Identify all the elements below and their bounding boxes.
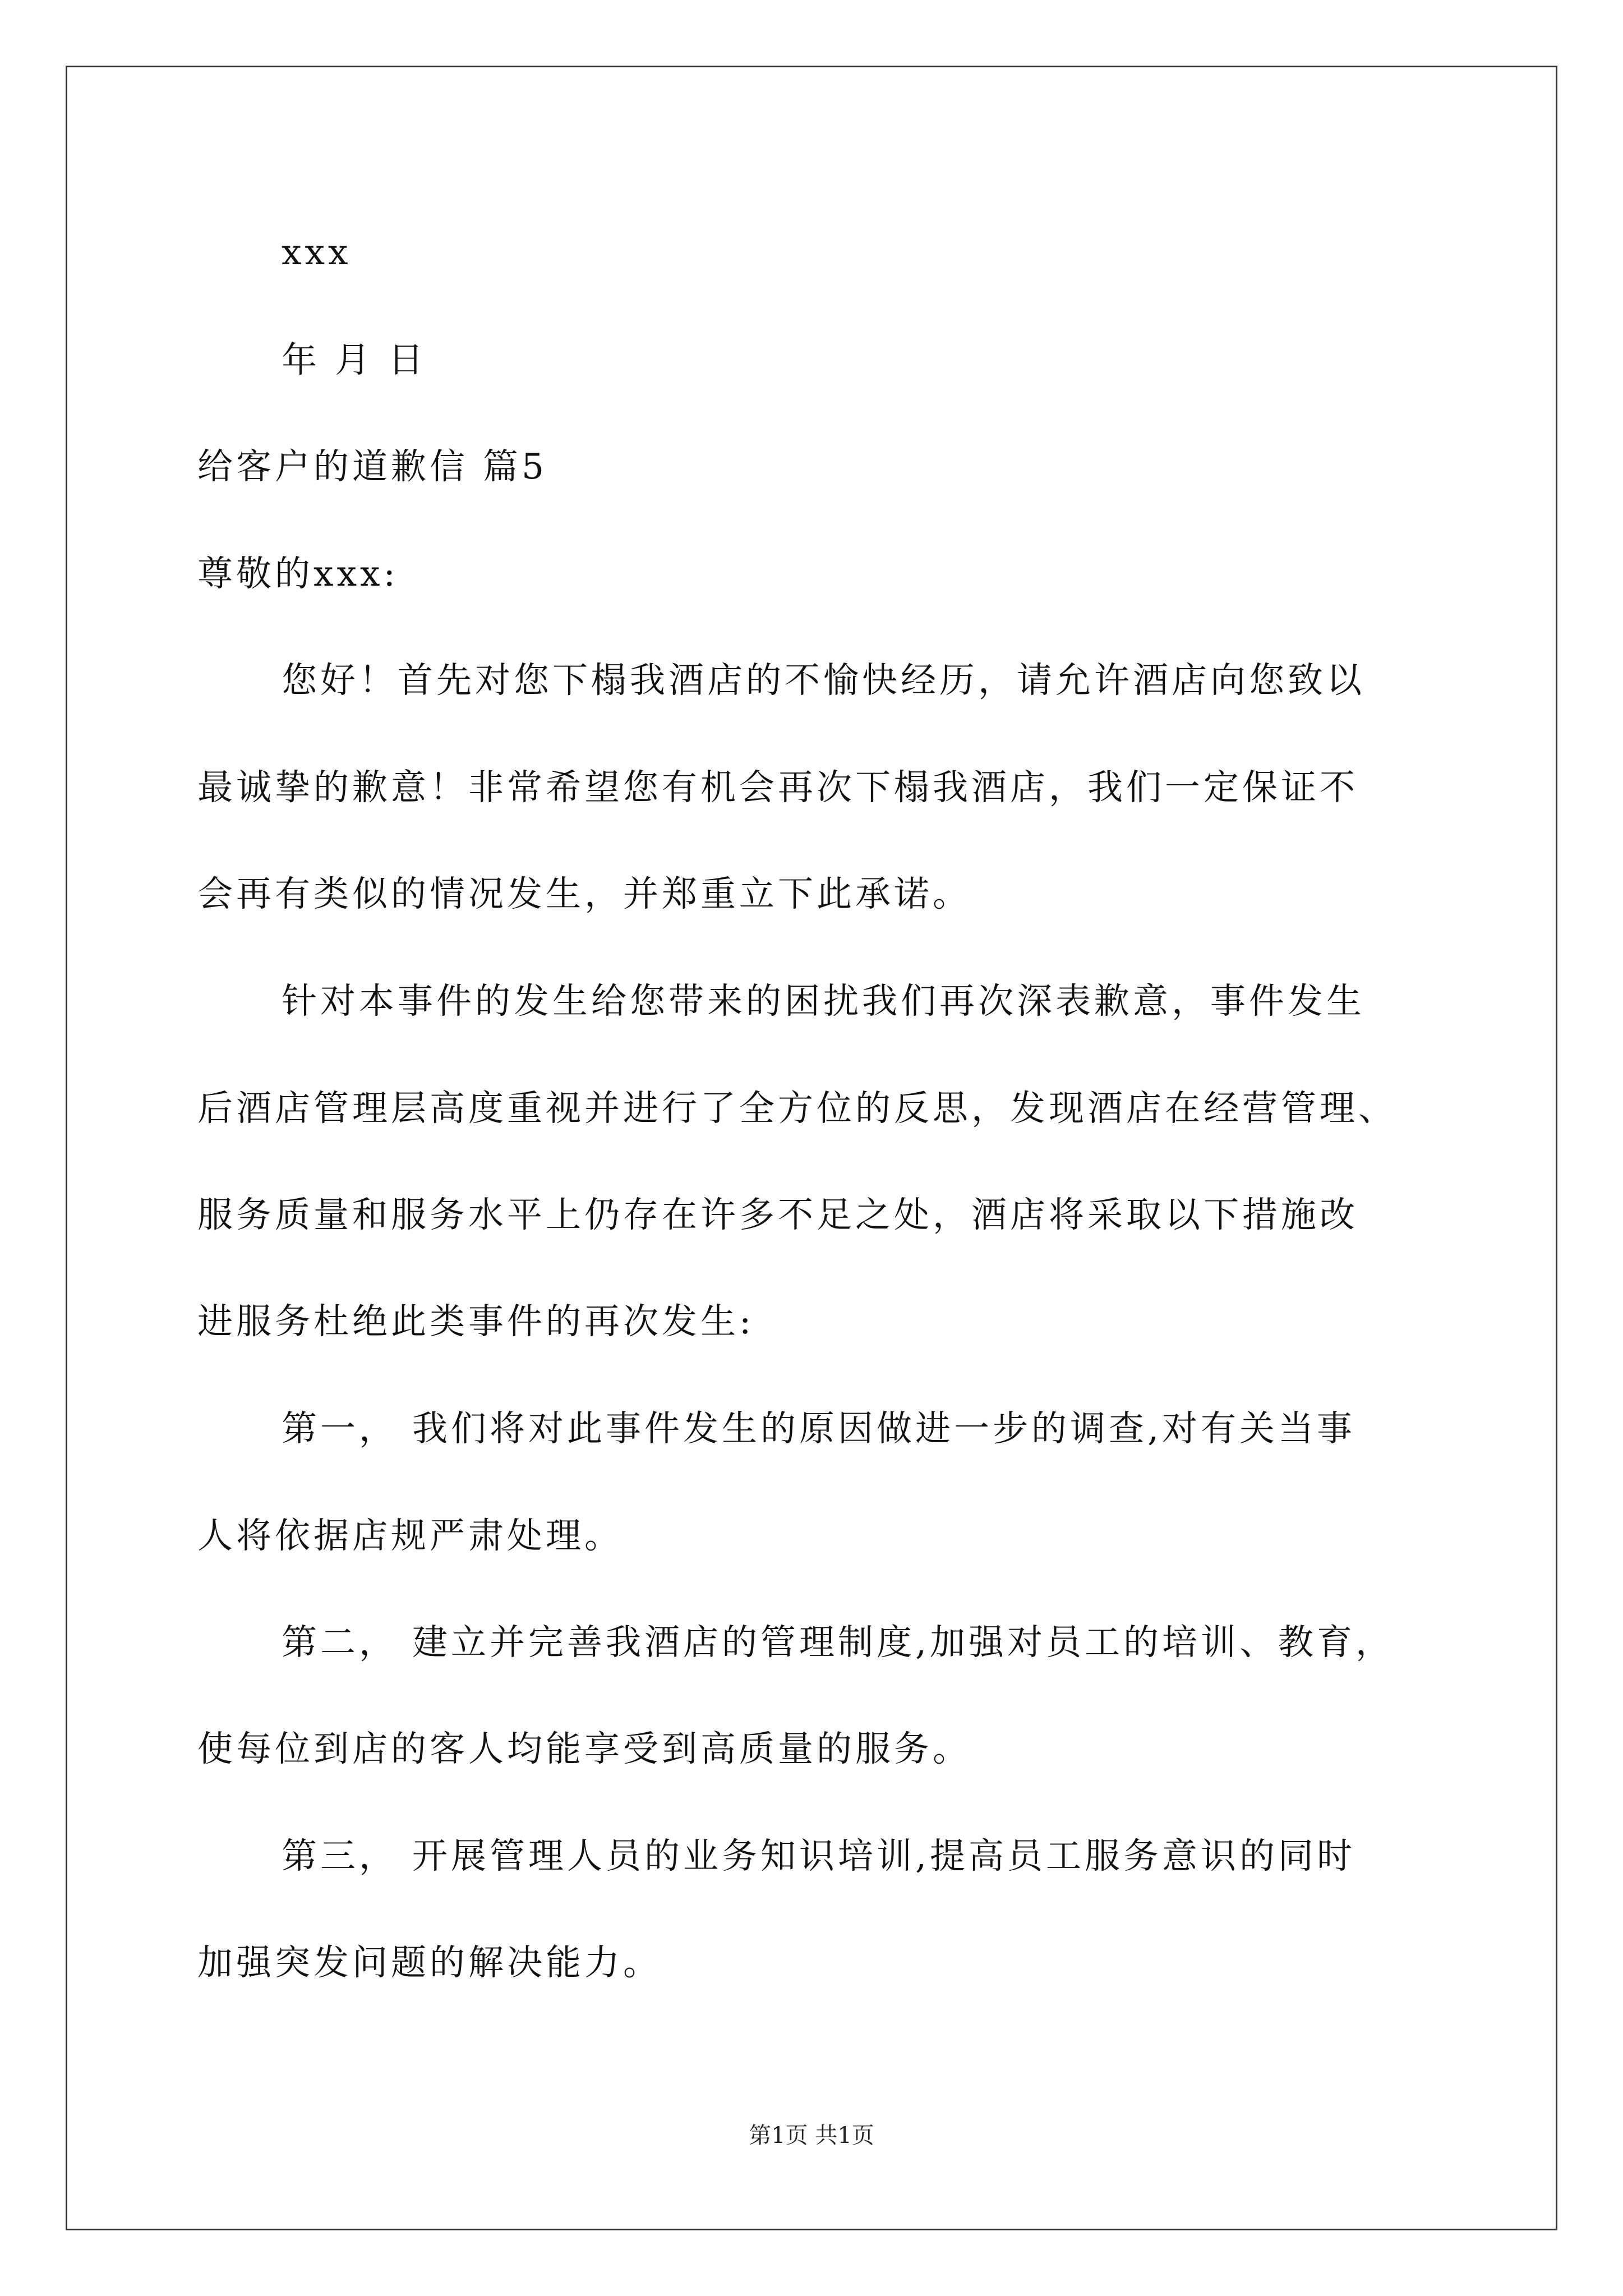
- paragraph-3-line-2: 人将依据店规严肃处理。: [197, 1515, 623, 1556]
- paragraph-2-line-3: 服务质量和服务水平上仍存在许多不足之处，酒店将采取以下措施改: [197, 1194, 1358, 1235]
- page-indicator: 第1页 共1页: [749, 2123, 874, 2148]
- paragraph-2-line-1: 针对本事件的发生给您带来的困扰我们再次深表歉意，事件发生: [282, 981, 1365, 1022]
- signature: xxx: [282, 232, 352, 273]
- section-title: 给客户的道歉信 篇5: [197, 446, 548, 487]
- paragraph-1-line-2: 最诚挚的歉意！非常希望您有机会再次下榻我酒店，我们一定保证不: [197, 767, 1358, 808]
- page-border: [66, 66, 1557, 2230]
- paragraph-5-line-1: 第三， 开展管理人员的业务知识培训,提高员工服务意识的同时: [282, 1835, 1356, 1876]
- paragraph-2-line-4: 进服务杜绝此类事件的再次发生:: [197, 1301, 755, 1342]
- date-line: 年 月 日: [282, 339, 427, 380]
- paragraph-1-line-1: 您好！首先对您下榻我酒店的不愉快经历，请允许酒店向您致以: [282, 660, 1365, 701]
- paragraph-3-line-1: 第一， 我们将对此事件发生的原因做进一步的调查,对有关当事: [282, 1408, 1356, 1449]
- paragraph-5-line-2: 加强突发问题的解决能力。: [197, 1942, 662, 1983]
- paragraph-2-line-2: 后酒店管理层高度重视并进行了全方位的反思，发现酒店在经营管理、: [197, 1088, 1397, 1129]
- paragraph-1-line-3: 会再有类似的情况发生，并郑重立下此承诺。: [197, 873, 971, 914]
- paragraph-4-line-1: 第二， 建立并完善我酒店的管理制度,加强对员工的培训、教育，: [282, 1622, 1395, 1663]
- salutation: 尊敬的xxx:: [197, 553, 399, 594]
- paragraph-4-line-2: 使每位到店的客人均能享受到高质量的服务。: [197, 1728, 971, 1769]
